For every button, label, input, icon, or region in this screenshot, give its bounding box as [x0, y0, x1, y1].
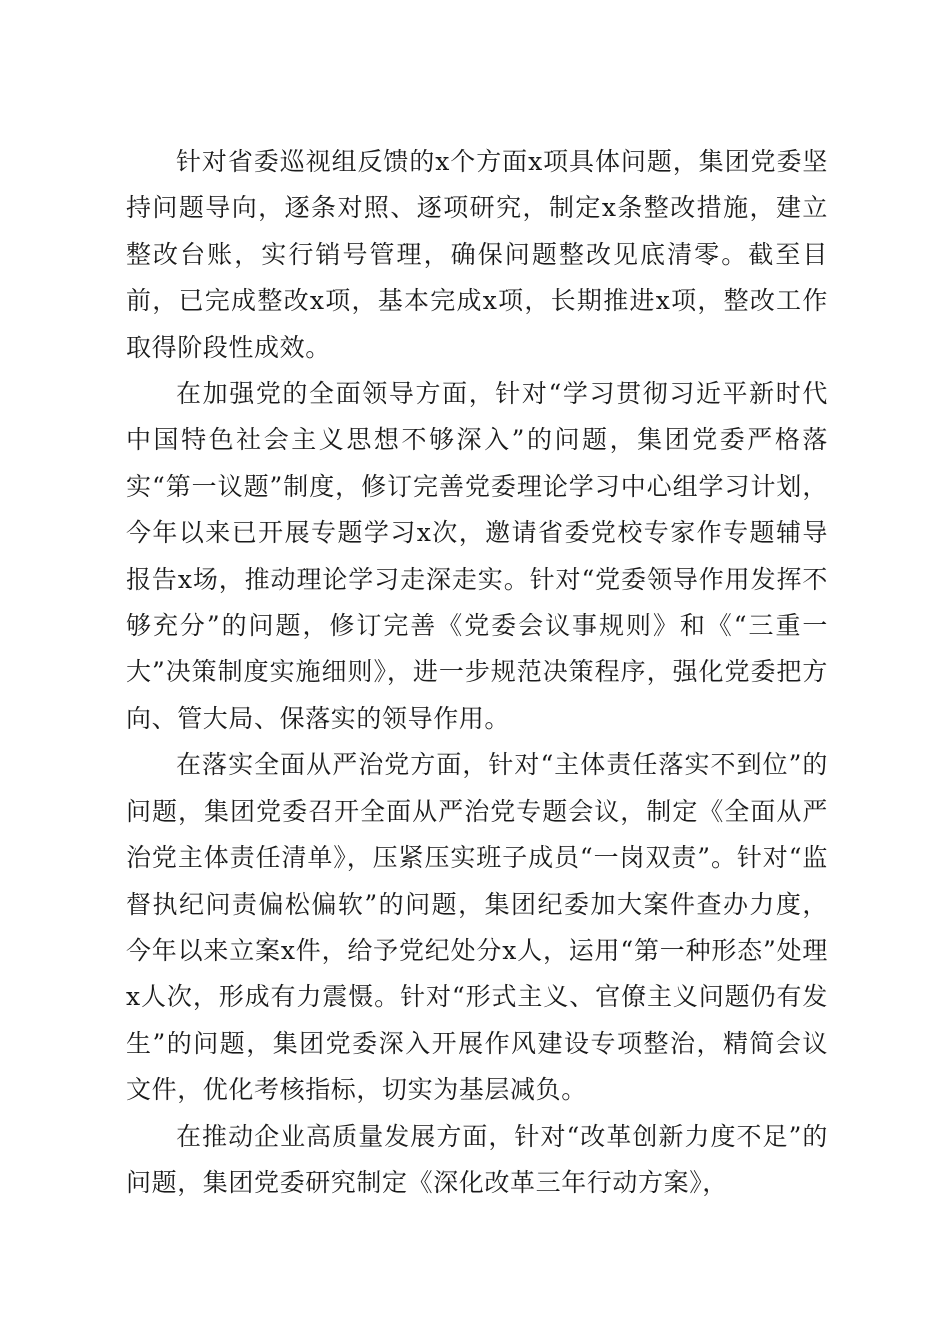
- paragraph-strict-party-governance: 在落实全面从严治党方面，针对“主体责任落实不到位”的问题，集团党委召开全面从严治党专题会议，制定《全面从严治党主体责任清单》，压紧压实班子成员“一岗双责”。针对“监督执纪问责偏松偏软”的问题，集团纪委加大案件查办力度，今年以来立案x件，给予党纪处分x人，运用“第一种形态”处理x人次，形成有力震慑。针对“形式主义、官僚主义问题仍有发生”的问题，集团党委深入开展作风建设专项整治，精简会议文件，优化考核指标，切实为基层减负。: [126, 750, 828, 1105]
- document-body: [126, 139, 828, 1206]
- paragraph-rectification-overview: 针对省委巡视组反馈的x个方面x项具体问题，集团党委坚持问题导向，逐条对照、逐项研究，制定x条整改措施，建立整改台账，实行销号管理，确保问题整改见底清零。截至目前，已完成整改x项，基本完成x项，长期推进x项，整改工作取得阶段性成效。: [126, 147, 828, 362]
- paragraph-party-leadership: 在加强党的全面领导方面，针对“学习贯彻习近平新时代中国特色社会主义思想不够深入”的问题，集团党委严格落实“第一议题”制度，修订完善党委理论学习中心组学习计划，今年以来已开展专题学习x次，邀请省委党校专家作专题辅导报告x场，推动理论学习走深走实。针对“党委领导作用发挥不够充分”的问题，修订完善《党委会议事规则》和《“三重一大”决策制度实施细则》，进一步规范决策程序，强化党委把方向、管大局、保落实的领导作用。: [126, 379, 828, 733]
- paragraph-high-quality-development: 在推动企业高质量发展方面，针对“改革创新力度不足”的问题，集团党委研究制定《深化改革三年行动方案》，: [126, 1121, 828, 1197]
